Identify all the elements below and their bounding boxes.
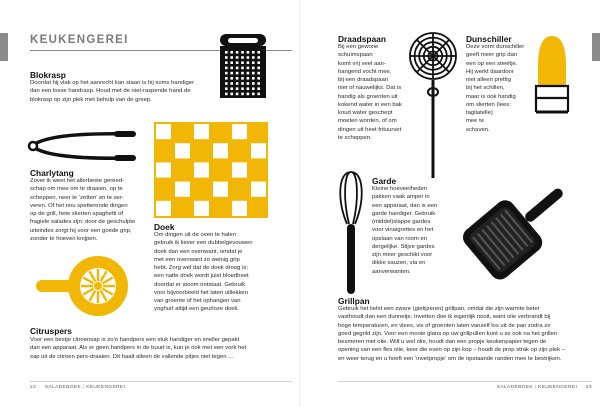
peeler-icon [532, 36, 572, 120]
section-body-doek: Om dingen uit de oven te halen gebruik ik liever een dubbelgevouwen doek dan een ovenwant, omdat je met een ovenwant zo weinig grip hebt. Zorg wel dat de doek droog is; een natte doek wordt juist bloedheet doordat er stoom ontstaat. Gebruik voor bijvoorbeeld het laten uitlekken van groente of het ophangen van yoghurt altijd een geurloze doek. [154, 232, 253, 313]
section-title-draadspaan: Draadspaan [338, 34, 386, 44]
section-title-doek: Doek [154, 222, 175, 232]
kitchen-tongs-icon [28, 128, 140, 164]
footer-book: SALADEBOEK [496, 385, 533, 390]
right-page [300, 0, 600, 407]
section-title-citruspers: Citruspers [30, 326, 72, 336]
whisk-icon [334, 170, 368, 296]
section-title-grillpan: Grillpan [338, 296, 370, 306]
section-body-garde: Kleine hoeveelheden pakken vaak amper in een apparaat, dan is een garde handiger. Gebruik (middel)slappe gardes voor vinaigrettes en het opslaan van room en dergelijke. Stijve gardes zijn meer geschikt voor dikke sauzen, via en aanverwanten. [372, 186, 438, 275]
footer-right: SALADEBOEK | KEUKENGEREI 23 [496, 385, 592, 390]
footer-book: SALADEBOEK [44, 385, 82, 390]
citrus-press-icon [34, 248, 144, 322]
section-body-citruspers: Voor een bestje citroensap is zo’n handpers een stuk handiger en sneller gepakt dan een apparaat. Als er geen handpers in de buurt is, kun je ook met een vork het sap uit de citroen pers-draaien. Dit haalt alleen de vallende pitjes niet tegen ... [30, 337, 247, 360]
footer-rule [30, 381, 292, 382]
section-body-charlytang: Zover ik weet het allerbeste gereed- schap om mee om te draaien, op te scheppen, neer te ‘zetten’ en te ser- veren. Of het nou spetterende dingen op de grill, hete slierten spaghetti of fragiele salades zijn: door de geschulpte uiteindes zorgt hij voor een goede grip, zonder te hoeven knijpen. [30, 178, 136, 242]
section-body-dunschiller: Deze vorm dunschiller geeft meer grip dan een op een steeltje. Hij werkt daardoor niet alleen prettig bij het schillen, maar is ook handig om slierten (lees: tagliatelle) mee te schaven. [466, 44, 525, 133]
page-tab-right [592, 33, 600, 61]
checkered-tea-towel-icon [154, 122, 268, 218]
section-title-blokrasp: Blokrasp [30, 70, 66, 80]
page-number: 23 [585, 385, 592, 390]
page-number: 22 [30, 385, 37, 390]
page-tab-left [0, 33, 8, 61]
section-title-charlytang: Charlytang [30, 168, 74, 178]
grill-pan-icon [446, 160, 576, 290]
footer-chapter: KEUKENGEREI [86, 385, 126, 390]
page-heading: KEUKENGEREI [30, 34, 129, 46]
section-title-dunschiller: Dunschiller [466, 34, 512, 44]
footer-chapter: KEUKENGEREI [538, 385, 578, 390]
wire-skimmer-icon [406, 30, 460, 180]
section-body-blokrasp: Doordat hij vlak op het aanrecht kan staan is hij soms handiger dan een losse handrasp. Houd met de niet-raspende hand de blokrasp op zijn plek met behulp van de greep. [30, 80, 195, 103]
section-body-grillpan: Gebruik het liefst een zware (gietijzeren) grillpan, omdat die zijn warmte beter vasthoudt dan een dunnetje. Invetten doe ik eigenlijk nooit, want olie verbrandt bij hoge temperaturen, en vlees, vis of groenten laten vanzelf los uit de pan zodra ze goed gegrild zijn. Voor een mooie glans op uw grillpullen kunt u ze ook na het grillen besmeren met olie. Wilt u wel olie, houdt dan een propje keukenpapier tegen de opening van een fles olie, keer die even op zijn kop – houdt de prop strak op zijn plek – en weer terug en u hoeft een ‘invetpropje’ om de opstaande randen mee te bestrijken. [338, 306, 565, 362]
section-body-draadspaan: Bij een gewone schuimspaan komt vrij veel aan- hangend vocht mee, bij een draadspaan niet of nauwelijks. Dat is handig als groenten uit kokend water in een bak koud water geschept moeten worden, of om dingen uit heet frituurvet te scheppen. [338, 44, 402, 141]
footer-left: 22 SALADEBOEK | KEUKENGEREI [30, 385, 126, 390]
section-title-garde: Garde [372, 176, 397, 186]
footer-rule-right [338, 381, 592, 382]
